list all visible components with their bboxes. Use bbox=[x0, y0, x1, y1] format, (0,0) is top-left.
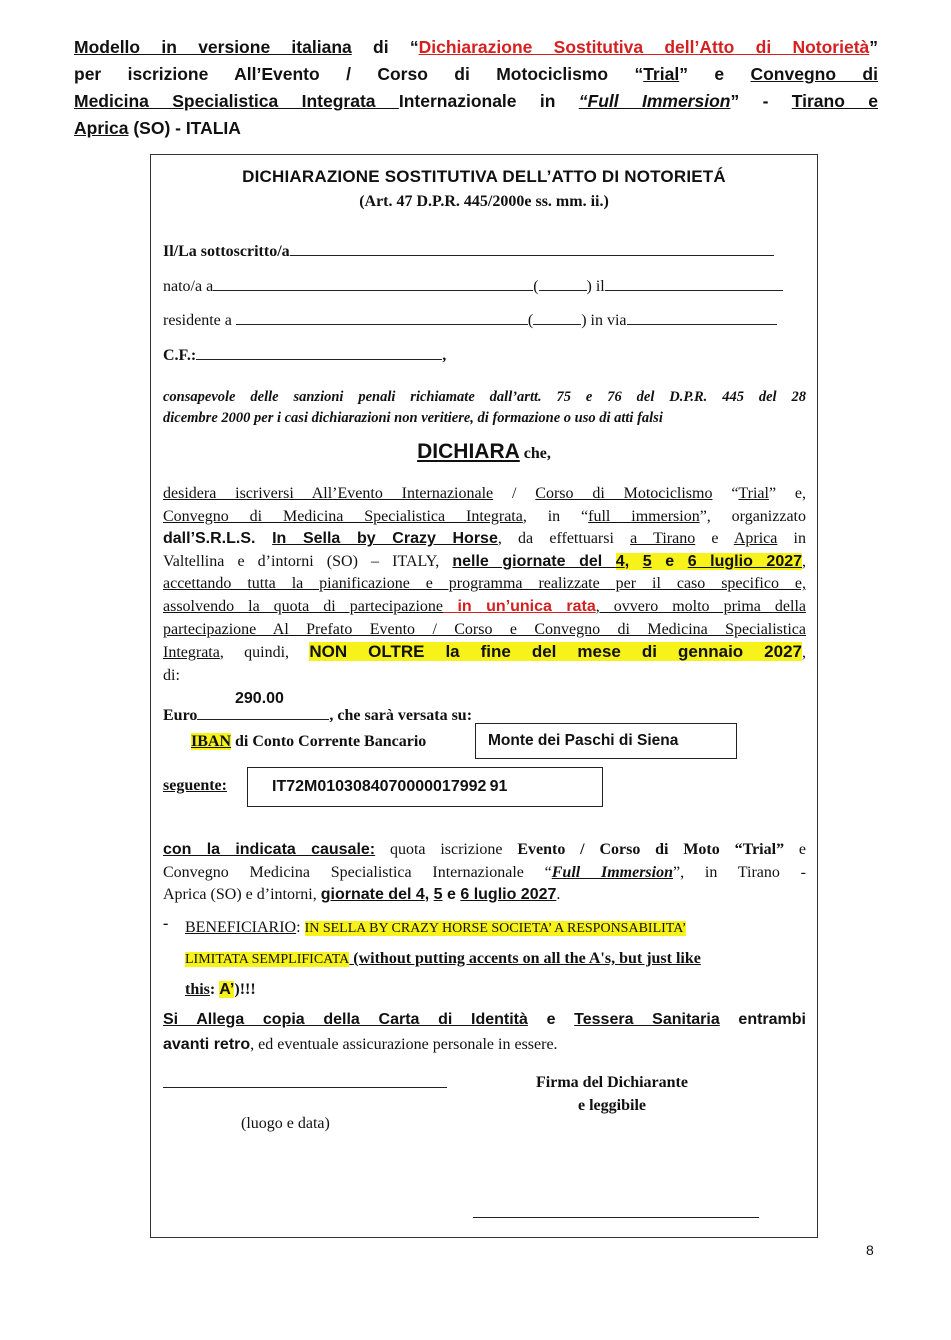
paren-open: ( bbox=[527, 312, 534, 329]
declaration-paragraph bbox=[163, 483, 806, 687]
text-span: dall’S.R.L.S. bbox=[163, 530, 273, 548]
header-declaration-title: Dichiarazione Sostitutiva dell’Atto di Notorietà bbox=[418, 37, 870, 57]
bank-name-box: Monte dei Paschi di Siena bbox=[475, 723, 737, 759]
date-highlight: 4 bbox=[615, 552, 625, 570]
header-text: ” e bbox=[679, 64, 751, 84]
text-span: this bbox=[185, 981, 210, 998]
text-span: 4 bbox=[411, 886, 425, 904]
declaration-form-box bbox=[150, 154, 818, 1238]
form-subtitle: (Art. 47 D.P.R. 445/2000e ss. mm. ii.) bbox=[359, 193, 609, 210]
il-label: ) il bbox=[586, 278, 605, 295]
dichiara-word: DICHIARA bbox=[417, 440, 520, 463]
text-span: Si Allega copia della Carta di Identità bbox=[163, 1011, 528, 1028]
text-span: , bbox=[624, 552, 643, 570]
consapevole-paragraph bbox=[163, 387, 806, 429]
causale-line-2 bbox=[163, 862, 806, 885]
text-span: ”, organizzato bbox=[699, 507, 806, 525]
beneficiario-line-3 bbox=[185, 975, 806, 1005]
header-line-1 bbox=[74, 34, 878, 61]
header-line-2 bbox=[74, 61, 878, 88]
firma-line-2: e leggibile bbox=[578, 1097, 646, 1114]
header-model-text: Modello in versione italiana bbox=[74, 37, 352, 57]
text-span: Evento / Corso di Moto “Trial” bbox=[517, 841, 785, 858]
bullet-dash: - bbox=[163, 915, 169, 932]
causale-paragraph bbox=[163, 839, 806, 907]
header-trial: Trial bbox=[643, 64, 680, 84]
beneficiary-name: IN SELLA BY CRAZY HORSE SOCIETA’ A RESPONSABILITA’ bbox=[304, 921, 687, 936]
header-line-3 bbox=[74, 88, 878, 115]
sottoscritto-line[interactable] bbox=[290, 241, 774, 256]
single-payment-text: in un’unica rata bbox=[443, 597, 596, 615]
text-span: : bbox=[209, 981, 220, 998]
beneficiario-block bbox=[185, 913, 806, 1005]
header-text: per iscrizione All’Evento / Corso di Motociclismo “ bbox=[74, 64, 644, 84]
text-span: e bbox=[527, 1011, 575, 1028]
header-aprica: Aprica bbox=[74, 118, 129, 138]
text-span: avanti retro bbox=[163, 1036, 251, 1053]
firma-label bbox=[497, 1071, 727, 1117]
text-span: Convegno di Medicina Specialistica Integrata bbox=[163, 507, 523, 525]
iban-value-box: IT72M0103084070000017992 91 bbox=[247, 767, 603, 807]
dichiara-che: che, bbox=[519, 445, 551, 462]
para-line-9: di: bbox=[163, 666, 180, 684]
paren-open: ( bbox=[533, 278, 539, 295]
text-span: Convegno Medicina Specialistica Internazionale “ bbox=[163, 863, 552, 881]
text-span: e bbox=[695, 530, 734, 548]
text-span: )!!! bbox=[234, 981, 256, 998]
cf-comma: , bbox=[442, 347, 447, 364]
header-text: di “ bbox=[351, 37, 419, 57]
header-convegno: Convegno di bbox=[750, 64, 878, 84]
text-span: , da effettuarsi bbox=[497, 530, 631, 548]
para-line-7: partecipazione Al Prefato Evento / Corso e Convegno di Medicina Specialistica bbox=[163, 620, 806, 638]
text-span: 6 luglio 2027 bbox=[460, 886, 557, 904]
text-span: e bbox=[784, 841, 806, 858]
text-span: full immersion bbox=[588, 507, 700, 525]
text-span: , bbox=[802, 552, 807, 570]
text-span: Aprica bbox=[733, 530, 778, 548]
text-span: quota iscrizione bbox=[375, 841, 518, 858]
text-span: in bbox=[777, 530, 806, 548]
nato-row bbox=[163, 276, 783, 296]
conto-label: di Conto Corrente Bancario bbox=[231, 733, 427, 750]
allega-line-1 bbox=[163, 1007, 806, 1032]
text-span: ” e, bbox=[768, 485, 806, 502]
place-date-line[interactable] bbox=[163, 1087, 447, 1088]
beneficiario-line-2 bbox=[185, 944, 806, 975]
deadline-highlight: NON OLTRE la fine del mese di gennaio 2027 bbox=[309, 642, 802, 662]
residente-row bbox=[163, 310, 777, 330]
residente-label: residente a bbox=[163, 312, 232, 329]
text-span: Tessera Sanitaria bbox=[574, 1011, 720, 1028]
in-via-label: ) in via bbox=[581, 312, 627, 329]
luogo-data-label: (luogo e data) bbox=[241, 1115, 330, 1132]
causale-label: con la indicata causale: bbox=[163, 841, 376, 858]
company-name: In Sella by Crazy Horse bbox=[272, 530, 498, 548]
text-span: , ovvero molto prima della bbox=[595, 597, 807, 615]
iban-label: IBAN bbox=[191, 733, 232, 750]
causale-line-3 bbox=[163, 884, 806, 907]
allega-line-2 bbox=[163, 1032, 806, 1057]
header-text: (SO) - ITALIA bbox=[128, 118, 241, 138]
birth-province-line[interactable] bbox=[539, 276, 587, 291]
date-highlight: 6 luglio 2027 bbox=[687, 552, 803, 570]
firma-line-1: Firma del Dichiarante bbox=[536, 1074, 688, 1091]
consapevole-line-1: consapevole delle sanzioni penali richiamate dall’artt. 75 e 76 del D.P.R. 445 del 28 bbox=[163, 389, 806, 405]
consapevole-line-2: dicembre 2000 per i casi dichiarazioni non veritiere, di formazione o uso di atti falsi bbox=[163, 410, 663, 426]
text-span: Full Immersion bbox=[551, 863, 673, 881]
para-line-3 bbox=[163, 528, 806, 551]
residence-line[interactable] bbox=[236, 310, 528, 325]
text-span: ”, in Tirano - bbox=[673, 863, 806, 881]
header-text: ” bbox=[869, 37, 879, 57]
text-span: , in “ bbox=[522, 507, 589, 525]
header-medicina: Medicina Specialistica Integrata bbox=[74, 91, 399, 111]
text-span: assolvendo la quota di partecipazione bbox=[163, 597, 443, 615]
text-span: “ bbox=[712, 485, 739, 502]
text-span: Trial bbox=[738, 485, 769, 502]
para-line-2 bbox=[163, 506, 806, 529]
text-span: e bbox=[651, 552, 688, 570]
header-tirano: Tirano e bbox=[791, 91, 878, 111]
para-line-4 bbox=[163, 551, 806, 574]
birthdate-line[interactable] bbox=[605, 276, 783, 291]
date-highlight: 5 bbox=[642, 552, 652, 570]
text-span: , quindi, bbox=[219, 644, 310, 662]
text-span: : bbox=[296, 919, 305, 936]
text-span: a Tirano bbox=[630, 530, 696, 548]
sottoscritto-row bbox=[163, 241, 774, 261]
text-span: Corso di Motociclismo bbox=[535, 485, 713, 502]
residence-province-line[interactable] bbox=[533, 310, 581, 325]
header-text: ” - bbox=[730, 91, 792, 111]
para-line-5: accettando tutta la pianificazione e programma realizzate per il caso specifico e, bbox=[163, 575, 806, 593]
para-line-1 bbox=[163, 483, 806, 506]
amount-line bbox=[197, 705, 329, 720]
nato-label: nato/a a bbox=[163, 278, 214, 295]
beneficiario-line-1 bbox=[185, 913, 806, 944]
page-number: 8 bbox=[866, 1242, 874, 1258]
cf-label: C.F.: bbox=[163, 347, 197, 364]
amount-value: 290.00 bbox=[235, 690, 284, 707]
street-line[interactable] bbox=[627, 310, 777, 325]
euro-label: Euro bbox=[163, 707, 198, 724]
text-span: . bbox=[556, 886, 561, 904]
text-span: Aprica (SO) e d’intorni, bbox=[163, 886, 321, 904]
allega-paragraph bbox=[163, 1007, 806, 1057]
text-span: Integrata bbox=[163, 644, 220, 662]
header-text: Internazionale in bbox=[398, 91, 579, 111]
text-span: e bbox=[442, 886, 461, 904]
euro-row bbox=[163, 705, 472, 725]
text-span: Valtellina e d’intorni (SO) – ITALY, bbox=[163, 552, 453, 570]
dichiara-heading bbox=[151, 440, 817, 464]
text-span: 5 bbox=[433, 886, 443, 904]
para-line-6 bbox=[163, 596, 806, 619]
cf-row bbox=[163, 345, 446, 365]
birthplace-line[interactable] bbox=[213, 276, 533, 291]
text-span: (without putting accents on all the A's, but just like bbox=[349, 950, 701, 967]
form-title: DICHIARAZIONE SOSTITUTIVA DELL’ATTO DI NOTORIETÁ bbox=[242, 167, 726, 186]
iban-row bbox=[191, 733, 426, 751]
text-span: / bbox=[493, 485, 536, 502]
text-span: nelle giornate del bbox=[452, 552, 616, 570]
document-header bbox=[74, 34, 878, 142]
beneficiario-label: BENEFICIARIO bbox=[185, 919, 297, 936]
header-full-immersion: “Full Immersion bbox=[578, 91, 731, 111]
text-span: , ed eventuale assicurazione personale in essere. bbox=[250, 1036, 558, 1053]
text-span: desidera iscriversi All’Evento Internazionale bbox=[163, 485, 494, 502]
sottoscritto-label: Il/La sottoscritto/a bbox=[163, 243, 290, 260]
text-span: entrambi bbox=[719, 1011, 807, 1028]
causale-line-1 bbox=[163, 839, 806, 862]
versata-label: , che sarà versata su: bbox=[329, 707, 473, 724]
beneficiary-name: LIMITATA SEMPLIFICATA bbox=[185, 952, 350, 967]
text-span: , bbox=[802, 644, 806, 662]
para-line-8 bbox=[163, 641, 806, 665]
text-span: , bbox=[424, 886, 434, 904]
header-line-4 bbox=[74, 115, 878, 142]
text-span: giornate del bbox=[320, 886, 412, 904]
signature-line[interactable] bbox=[473, 1217, 759, 1218]
seguente-label: seguente: bbox=[163, 777, 227, 794]
cf-line[interactable] bbox=[196, 345, 442, 360]
text-span: A’ bbox=[219, 981, 235, 998]
